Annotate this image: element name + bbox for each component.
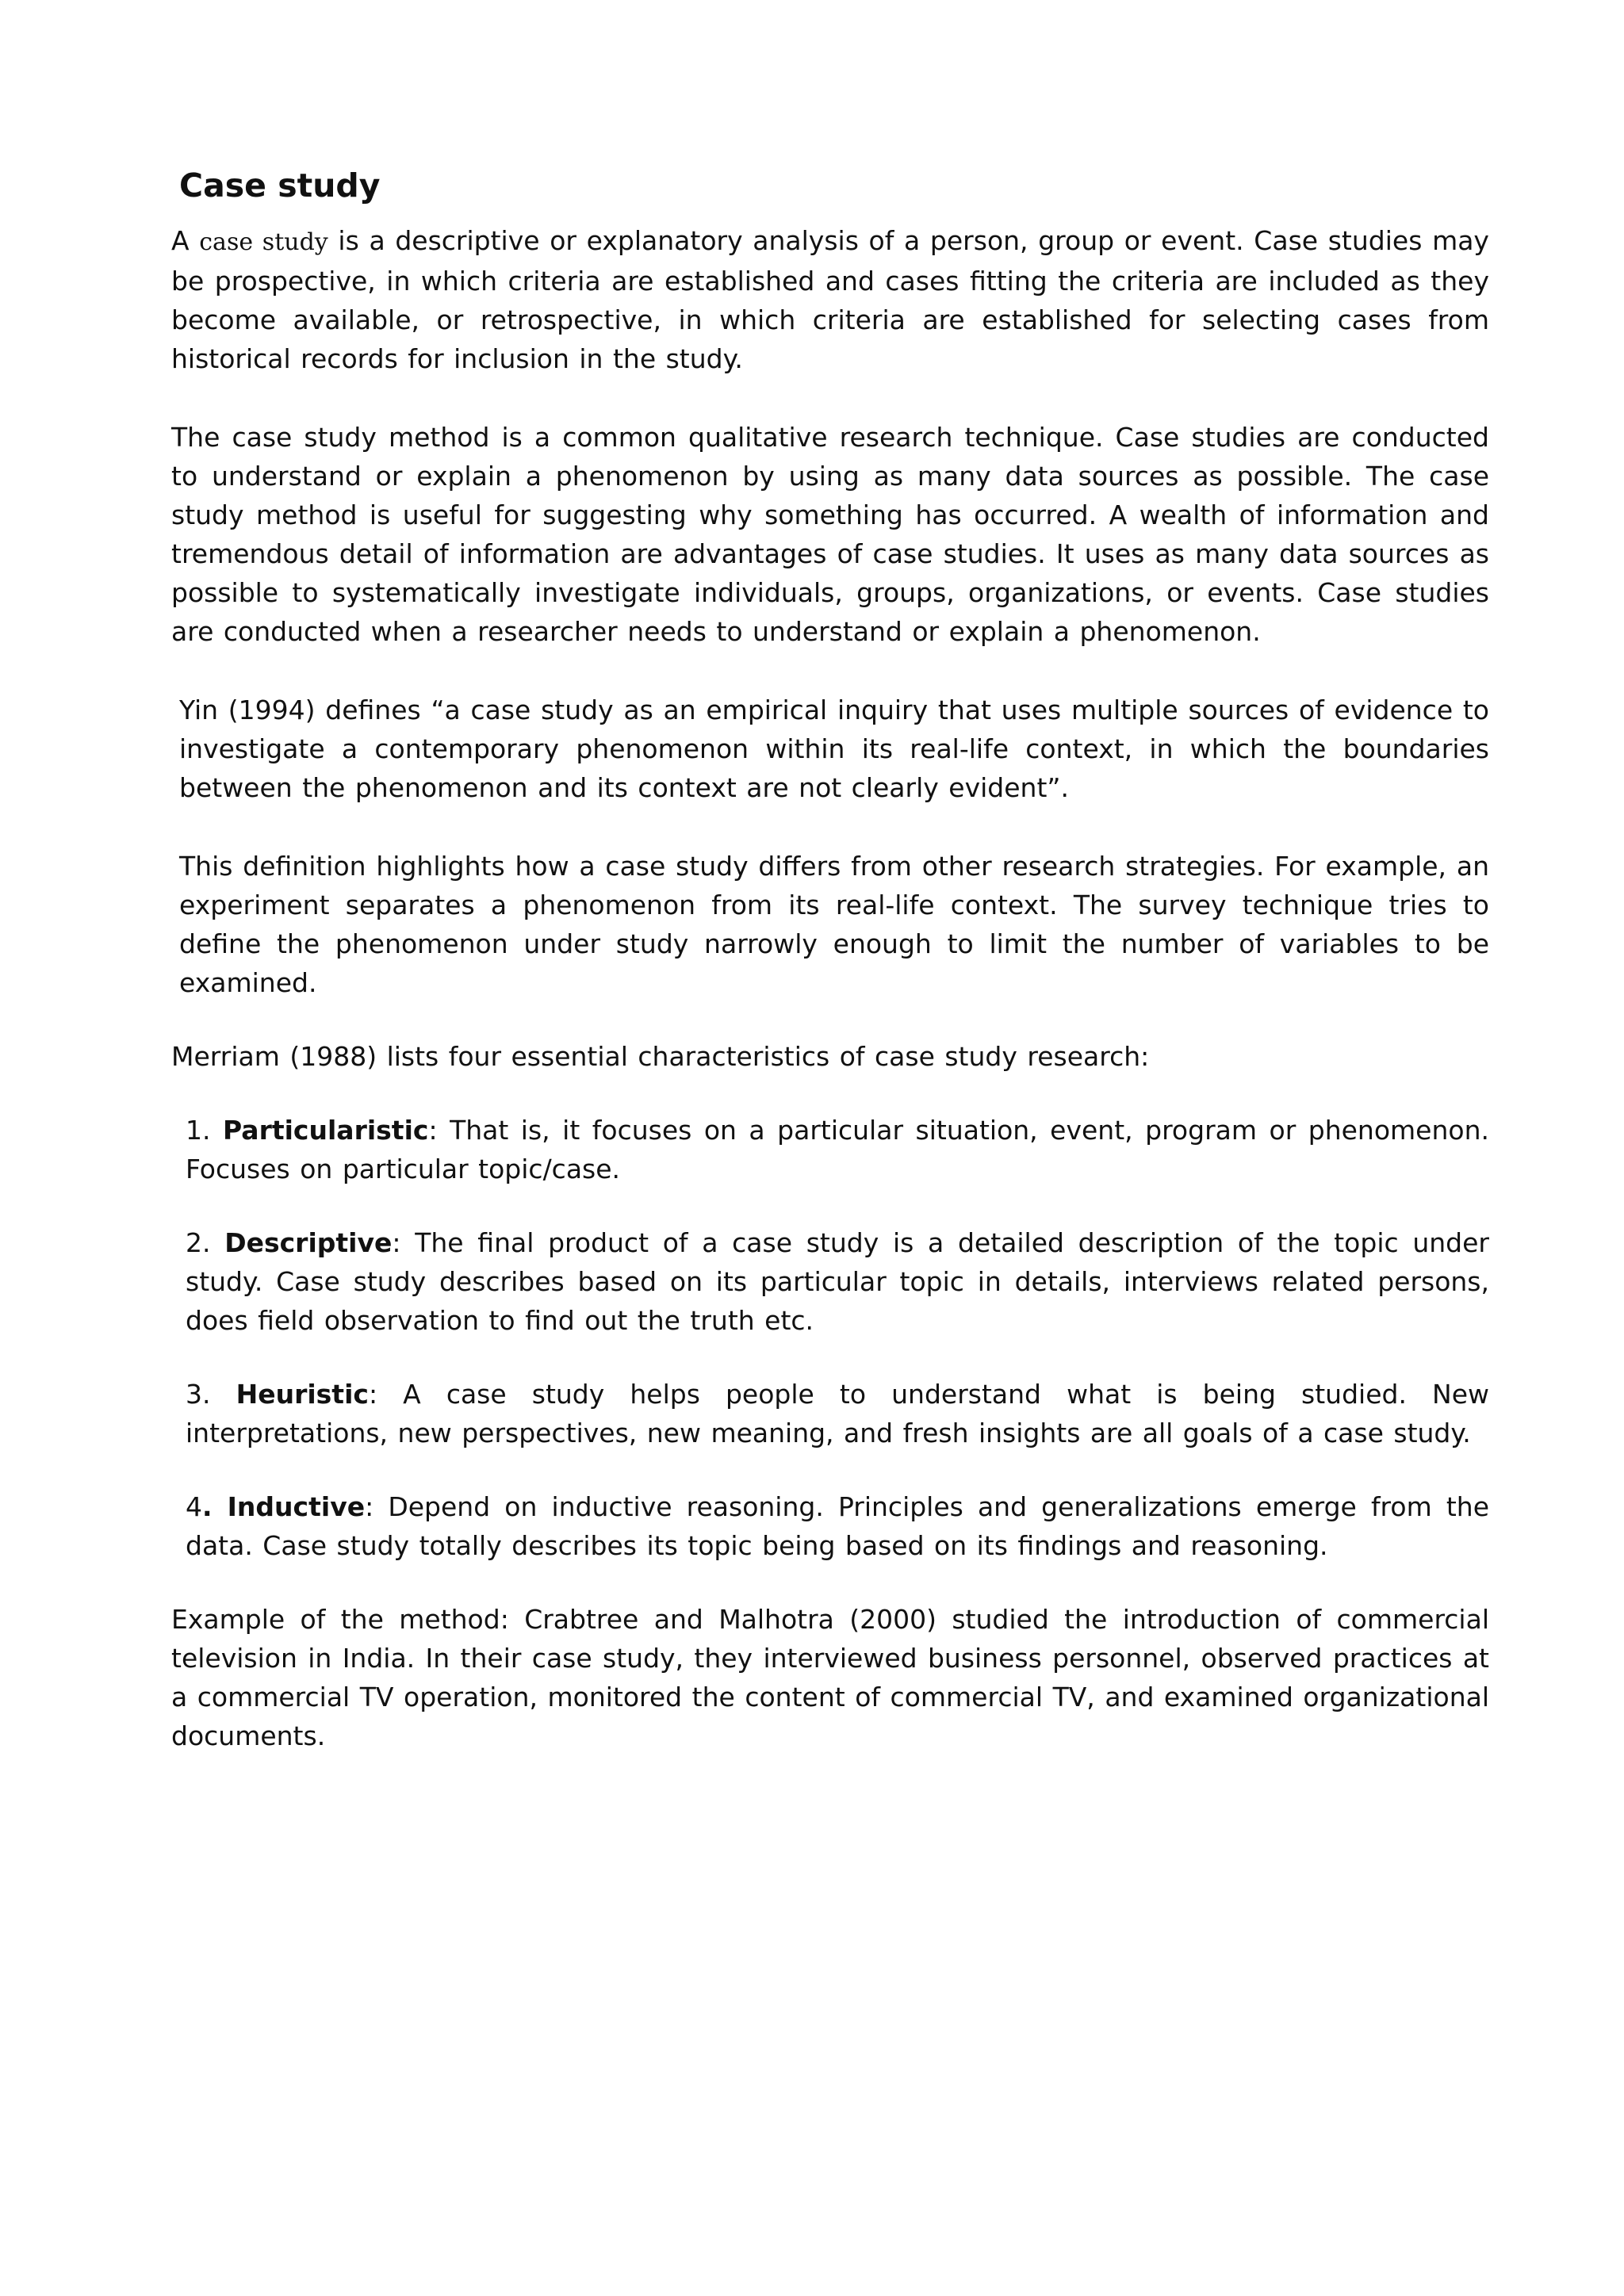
characteristic-item-4: [171, 1487, 1489, 1565]
document-page: [171, 166, 1489, 1755]
characteristic-item-2: [171, 1223, 1489, 1340]
characteristic-item-1: [171, 1111, 1489, 1188]
characteristic-item-3: [171, 1375, 1489, 1452]
characteristic-term: . Inductive: [202, 1491, 366, 1523]
characteristic-term: Descriptive: [224, 1227, 393, 1259]
characteristic-number: 2.: [186, 1227, 225, 1259]
intro-rest: is a descriptive or explanatory analysis of a person, group or event. Case studies may be prospective, in which criteria are established and cases fitting the criteria are included as they become available, or retrospective, in which criteria are established for selecting cases from historical records for inclusion in the study.: [171, 225, 1489, 375]
intro-term: case study: [199, 228, 328, 257]
characteristic-number: 1.: [186, 1115, 223, 1146]
characteristic-number: 4: [186, 1491, 202, 1523]
yin-paragraph: Yin (1994) defines “a case study as an empirical inquiry that uses multiple sources of evidence to investigate a contemporary phenomenon within its real-life context, in which the boundaries between the phenomenon and its context are not clearly evident”.: [179, 695, 1489, 804]
characteristic-text: : Depend on inductive reasoning. Principles and generalizations emerge from the data. Case study totally describes its topic being based on its findings and reasoning.: [186, 1491, 1490, 1562]
characteristic-number: 3.: [186, 1379, 236, 1410]
characteristic-term: Heuristic: [236, 1379, 369, 1410]
intro-paragraph: [171, 221, 1489, 378]
document-title: Case study: [179, 166, 381, 205]
characteristic-term: Particularistic: [223, 1115, 429, 1146]
characteristic-text: : That is, it focuses on a particular situation, event, program or phenomenon. Focuses on particular topic/case.: [186, 1115, 1489, 1185]
definition-paragraph: This definition highlights how a case study differs from other research strategies. For example, an experiment separates a phenomenon from its real-life context. The survey technique tries to define the phenomenon under study narrowly enough to limit the number of variables to be examined.: [179, 851, 1489, 999]
merriam-paragraph: Merriam (1988) lists four essential characteristics of case study research:: [171, 1041, 1150, 1073]
intro-lead: A: [171, 225, 200, 257]
example-paragraph: Example of the method: Crabtree and Malhotra (2000) studied the introduction of commercial television in India. In their case study, they interviewed business personnel, observed practices at a commercial TV operation, monitored the content of commercial TV, and examined organizational documents.: [171, 1604, 1489, 1752]
characteristic-text: : The final product of a case study is a detailed description of the topic under study. Case study describes based on its particular topic in details, interviews related persons, does field observation to find out the truth etc.: [186, 1227, 1489, 1337]
characteristic-text: : A case study helps people to understand what is being studied. New interpretations, new perspectives, new meaning, and fresh insights are all goals of a case study.: [186, 1379, 1489, 1449]
method-paragraph: The case study method is a common qualitative research technique. Case studies are conducted to understand or explain a phenomenon by using as many data sources as possible. The case study method is useful for suggesting why something has occurred. A wealth of information and tremendous detail of information are advantages of case studies. It uses as many data sources as possible to systematically investigate individuals, groups, organizations, or events. Case studies are conducted when a researcher needs to understand or explain a phenomenon.: [171, 422, 1489, 648]
